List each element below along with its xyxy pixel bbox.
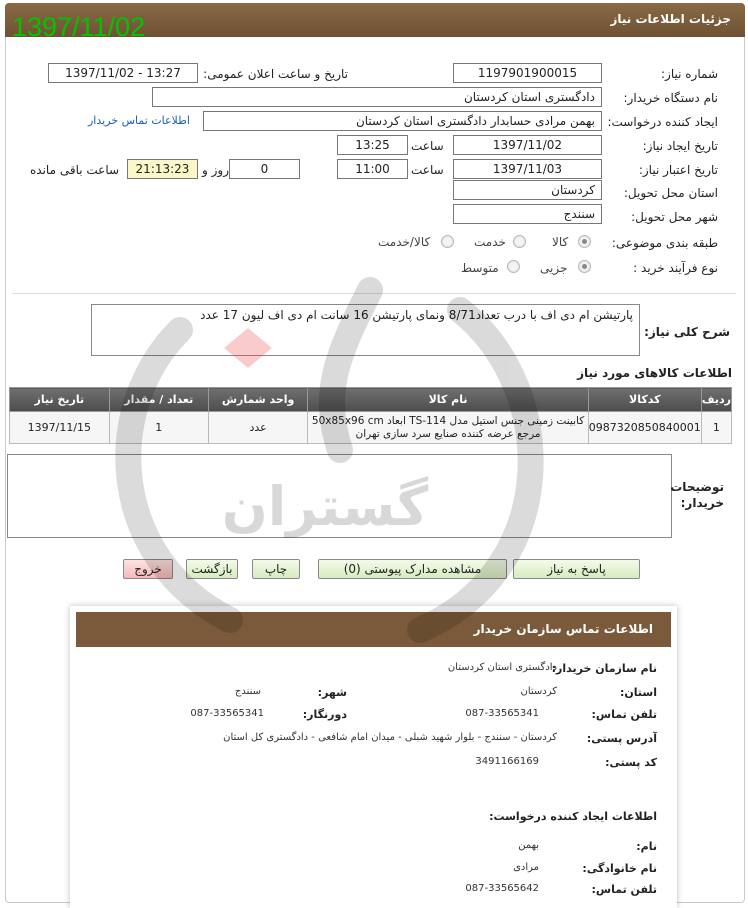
remaining-time-label: ساعت باقی مانده [30, 163, 120, 177]
contact-address-label: آدرس پستی: [586, 732, 657, 745]
contact-org-value: دادگستری استان کردستان [447, 662, 557, 673]
exit-button[interactable]: خروج [123, 559, 173, 579]
category-goods-service-label: کالا/خدمت [378, 235, 431, 249]
cell-qty: 1 [109, 412, 208, 444]
process-medium-radio[interactable] [507, 260, 520, 273]
summary-field [91, 304, 640, 356]
buyer-contact-link[interactable]: اطلاعات تماس خریدار [88, 114, 190, 127]
contact-address-value: کردستان - سنندج - بلوار شهید شبلی - میدان امام شافعی - دادگستری کل استان [223, 732, 557, 743]
contact-province-label: استان: [620, 686, 657, 699]
buyer-org-label: نام دستگاه خریدار: [623, 91, 718, 105]
col-unit: واحد شمارش [208, 388, 307, 412]
validity-date-field: 1397/11/03 [453, 159, 602, 179]
attachments-button[interactable]: مشاهده مدارک پیوستی (0) [318, 559, 507, 579]
date-stamp: 1397/11/02 [12, 12, 146, 42]
process-minor-label: جزیی [540, 261, 568, 275]
goods-table-header [10, 388, 732, 412]
cell-unit: عدد [208, 412, 307, 444]
cell-date: 1397/11/15 [10, 412, 110, 444]
contact-phone-label: تلفن تماس: [591, 708, 657, 721]
contact-city-label: شهر: [317, 686, 347, 699]
category-goods-service-radio[interactable] [441, 235, 454, 248]
creator-phone-label: تلفن تماس: [591, 883, 657, 896]
category-service-label: خدمت [474, 235, 506, 249]
process-medium-label: متوسط [461, 261, 499, 275]
announce-field: 1397/11/02 - 13:27 [48, 63, 198, 83]
city-field: سنندج [453, 204, 602, 224]
remaining-days-field: 0 [229, 159, 300, 179]
divider [12, 293, 736, 294]
city-label: شهر محل تحویل: [631, 210, 718, 224]
summary-text: پارتیشن ام دی اف با درب تعداد8/71 ونمای پارتیشن 16 سانت ام دی اف لیون 17 عدد [200, 308, 633, 322]
contact-phone-value: 087-33565341 [465, 708, 539, 719]
goods-title: اطلاعات کالاهای مورد نیاز [577, 366, 732, 380]
creation-time-field: 13:25 [337, 135, 408, 155]
contact-postal-value: 3491166169 [475, 756, 539, 767]
col-code: کدکالا [588, 388, 701, 412]
need-number-field: 1197901900015 [453, 63, 602, 83]
table-row [10, 412, 732, 444]
category-service-radio[interactable] [513, 235, 526, 248]
contact-postal-label: کد پستی: [605, 756, 657, 769]
reply-button[interactable]: پاسخ به نیاز [513, 559, 640, 579]
province-field: کردستان [453, 180, 602, 200]
announce-label: تاریخ و ساعت اعلان عمومی: [203, 67, 348, 81]
creation-time-label: ساعت [411, 139, 444, 153]
creator-name-value: بهمن [518, 840, 539, 851]
buyer-contact-card [70, 606, 677, 908]
validity-time-field: 11:00 [337, 159, 408, 179]
cell-code: 0987320850840001 [588, 412, 701, 444]
validity-date-label: تاریخ اعتبار نیاز: [638, 163, 718, 177]
creator-phone-value: 087-33565642 [465, 883, 539, 894]
category-goods-radio[interactable] [578, 235, 591, 248]
summary-label: شرح کلی نیاز: [644, 325, 730, 339]
requester-label: ایجاد کننده درخواست: [607, 115, 718, 129]
creator-name-label: نام: [636, 840, 657, 853]
goods-table [9, 387, 732, 444]
print-button[interactable]: چاپ [252, 559, 300, 579]
creator-family-label: نام خانوادگی: [582, 862, 657, 875]
validity-time-label: ساعت [411, 163, 444, 177]
contact-org-label: نام سازمان خریدار: [551, 662, 657, 675]
page-title: جزئیات اطلاعات نیاز [610, 12, 731, 26]
col-row: ردیف [701, 388, 731, 412]
cell-row: 1 [701, 412, 731, 444]
back-button[interactable]: بازگشت [186, 559, 238, 579]
col-date: تاریخ نیاز [10, 388, 110, 412]
remaining-time-field: 21:13:23 [127, 159, 198, 179]
creation-date-field: 1397/11/02 [453, 135, 602, 155]
process-label: نوع فرآیند خرید : [633, 261, 718, 275]
creator-title: اطلاعات ایجاد کننده درخواست: [489, 810, 657, 823]
contact-fax-value: 087-33565341 [190, 708, 264, 719]
requester-field: بهمن مرادی حسابدار دادگستری استان کردستان [203, 111, 602, 131]
category-goods-label: کالا [552, 235, 569, 249]
contact-fax-label: دورنگار: [302, 708, 347, 721]
creation-date-label: تاریخ ایجاد نیاز: [642, 139, 718, 153]
contact-card-title: اطلاعات تماس سازمان خریدار [76, 612, 671, 647]
buyer-org-field: دادگستری استان کردستان [152, 87, 602, 107]
contact-province-value: کردستان [520, 686, 557, 697]
contact-city-value: سنندج [234, 686, 261, 697]
category-label: طبقه بندی موضوعی: [611, 236, 718, 250]
col-qty: تعداد / مقدار [109, 388, 208, 412]
need-number-label: شماره نیاز: [661, 67, 718, 81]
cell-name: کابینت زمینی جنس استیل مدل TS-114 ابعاد 50x85x96 cm مرجع عرضه کننده صنایع سرد سازی تهران [308, 412, 589, 444]
col-name: نام کالا [308, 388, 589, 412]
creator-family-value: مرادی [513, 862, 539, 873]
buyer-notes-label: توضیحات خریدار: [670, 480, 724, 510]
days-label: روز و [202, 163, 229, 177]
province-label: استان محل تحویل: [623, 186, 718, 200]
process-minor-radio[interactable] [578, 260, 591, 273]
buyer-notes-field[interactable] [7, 454, 672, 538]
